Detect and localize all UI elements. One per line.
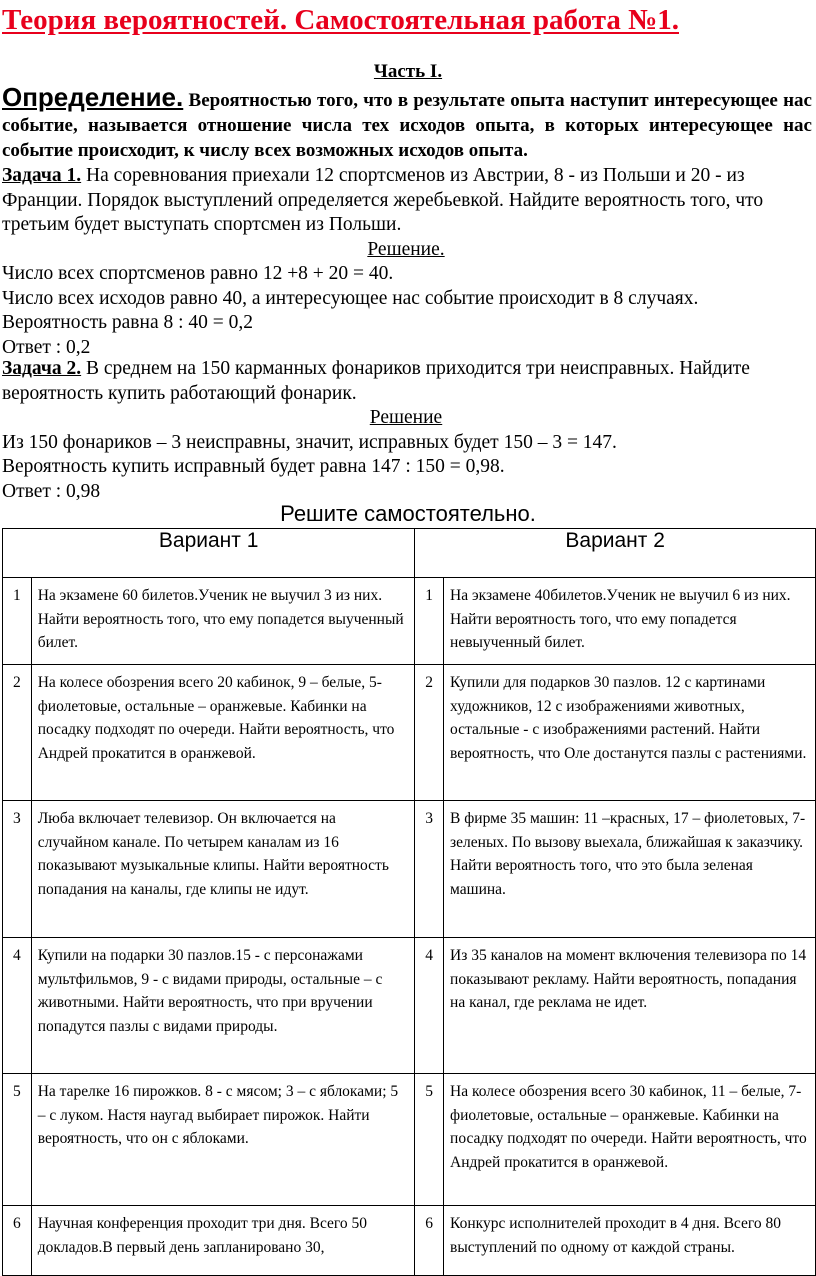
task-number: 3 <box>3 801 32 938</box>
task-number: 4 <box>3 938 32 1074</box>
task-number: 2 <box>3 665 32 801</box>
task-2-answer: Ответ : 0,98 <box>2 480 101 502</box>
task-1-statement <box>2 164 810 238</box>
task-2-statement <box>2 357 810 406</box>
variant-1-header: Вариант 1 <box>3 529 415 578</box>
table-row <box>3 1206 816 1276</box>
table-row <box>3 665 816 801</box>
task-number: 1 <box>415 578 444 665</box>
task-text: В фирме 35 машин: 11 –красных, 17 – фиолетовых, 7- зеленых. По вызову выехала, ближайшая к заказчику. Найти вероятность того, что это была зеленая машина. <box>444 801 816 938</box>
task-number: 2 <box>415 665 444 801</box>
task-number: 6 <box>415 1206 444 1276</box>
task-text: На колесе обозрения всего 20 кабинок, 9 – белые, 5- фиолетовые, остальные – оранжевые. Кабинки на посадку подходят по очереди. Найти вероятность, что Андрей прокатится в оранжевой. <box>31 665 415 801</box>
task-2-text: В среднем на 150 карманных фонариков приходится три неисправных. Найдите вероятность купить работающий фонарик. <box>2 358 750 404</box>
task-1-solution-label: Решение. <box>367 238 445 260</box>
table-row <box>3 1074 816 1206</box>
task-2-line: Из 150 фонариков – 3 неисправны, значит, исправных будет 150 – 3 = 147. <box>2 431 617 453</box>
task-2-solution-label: Решение <box>369 407 443 428</box>
task-1-line: Число всех исходов равно 40, а интересующее нас событие происходит в 8 случаях. <box>2 287 699 309</box>
task-text: Люба включает телевизор. Он включается на случайном канале. По четырем каналам из 16 показывают музыкальные клипы. Найти вероятность попадания на каналы, где клипы не идут. <box>31 801 415 938</box>
task-2 <box>2 357 810 504</box>
task-text: Купили на подарки 30 пазлов.15 - с персонажами мультфильмов, 9 - с видами природы, остальные – с животными. Найти вероятность, что при вручении попадутся пазлы с видами природы. <box>31 938 415 1074</box>
task-text: Конкурс исполнителей проходит в 4 дня. Всего 80 выступлений по одному от каждой страны. <box>444 1206 816 1276</box>
task-1-answer: Ответ : 0,2 <box>2 336 91 358</box>
task-number: 6 <box>3 1206 32 1276</box>
task-1-line: Вероятность равна 8 : 40 = 0,2 <box>2 312 254 333</box>
task-number: 1 <box>3 578 32 665</box>
task-2-label: Задача 2. <box>2 358 82 379</box>
page-title: Теория вероятностей. Самостоятельная работа №1. <box>2 4 679 36</box>
task-1-label: Задача 1. <box>2 165 82 186</box>
variant-2-header: Вариант 2 <box>415 529 816 578</box>
definition-text: Вероятностью того, что в результате опыта наступит интересующее нас событие, называется отношение числа тех исходов опыта, в которых интересующее нас событие происходит, к числу всех возможных исходов опыта. <box>2 90 812 161</box>
definition-term: Определение. <box>2 82 184 112</box>
definition-paragraph <box>2 82 812 163</box>
table-row <box>3 938 816 1074</box>
task-number: 3 <box>415 801 444 938</box>
task-1 <box>2 164 810 360</box>
task-text: На колесе обозрения всего 30 кабинок, 11 – белые, 7- фиолетовые, остальные – оранжевые. Кабинки на посадку подходят по очереди. Найти вероятность, что Андрей прокатится в оранжевой. <box>444 1074 816 1206</box>
task-2-line: Вероятность купить исправный будет равна 147 : 150 = 0,98. <box>2 456 505 477</box>
task-1-line: Число всех спортсменов равно 12 +8 + 20 = 40. <box>2 263 394 284</box>
task-text: На экзамене 40билетов.Ученик не выучил 6 из них. Найти вероятность того, что ему попадется невыученный билет. <box>444 578 816 665</box>
variants-table <box>2 528 816 1276</box>
task-number: 5 <box>415 1074 444 1206</box>
table-row <box>3 578 816 665</box>
task-text: На тарелке 16 пирожков. 8 - с мясом; 3 – с яблоками; 5 – с луком. Настя наугад выбирает пирожок. Найти вероятность, что он с яблоками. <box>31 1074 415 1206</box>
task-text: На экзамене 60 билетов.Ученик не выучил 3 из них. Найти вероятность того, что ему попадется выученный билет. <box>31 578 415 665</box>
task-number: 4 <box>415 938 444 1074</box>
task-1-text: На соревнования приехали 12 спортсменов из Австрии, 8 - из Польши и 20 - из Франции. Порядок выступлений определяется жеребьевкой. Найдите вероятность того, что третьим будет выступать спортсмен из Польши. <box>2 165 764 235</box>
task-text: Научная конференция проходит три дня. Всего 50 докладов.В первый день запланировано 30, <box>31 1206 415 1276</box>
task-text: Из 35 каналов на момент включения телевизора по 14 показывают рекламу. Найти вероятность, попадания на канал, где реклама не идет. <box>444 938 816 1074</box>
task-number: 5 <box>3 1074 32 1206</box>
part-heading: Часть I. <box>373 61 443 82</box>
task-text: Купили для подарков 30 пазлов. 12 с картинами художников, 12 с изображениями животных, остальные - с изображениями растений. Найти вероятность, что Оле достанутся пазлы с растениями. <box>444 665 816 801</box>
table-header-row <box>3 529 816 578</box>
solve-heading: Решите самостоятельно. <box>280 501 536 526</box>
table-row <box>3 801 816 938</box>
